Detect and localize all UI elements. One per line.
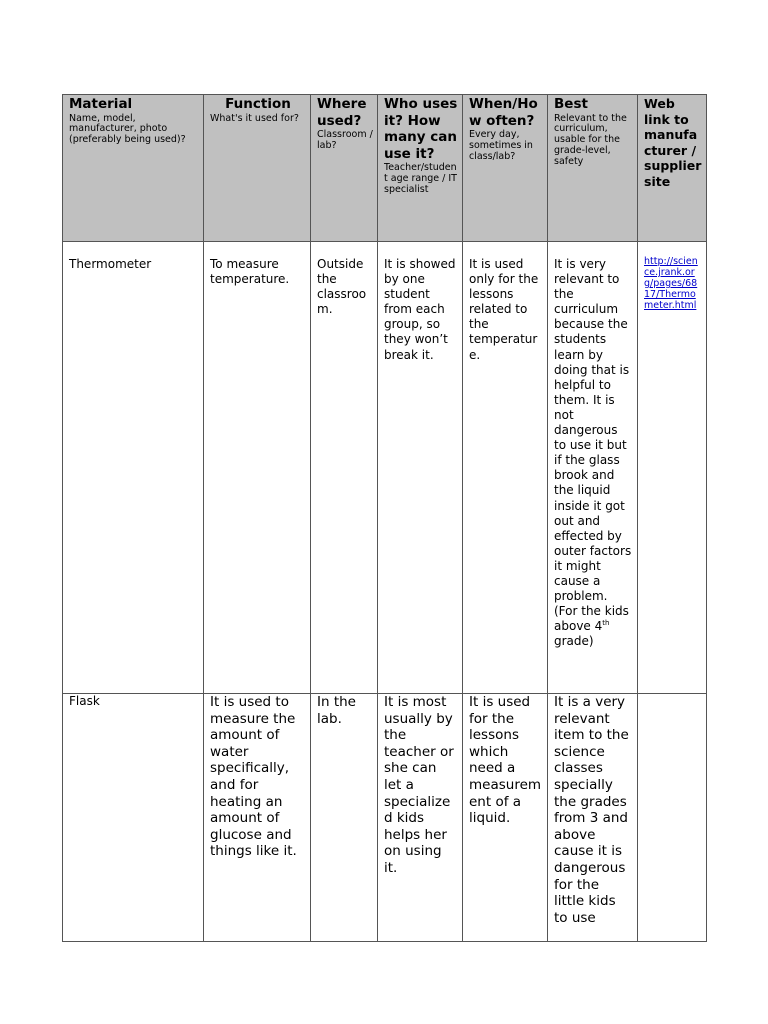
- cell-where-used: In the lab.: [311, 694, 378, 942]
- table-row: [63, 694, 707, 942]
- header-who-uses: Who uses it? How many can use it? Teacher/student age range / IT specialist: [378, 95, 463, 242]
- best-text-tail: grade): [554, 634, 594, 649]
- header-best: Best Relevant to the curriculum, usable for the grade-level, safety: [548, 95, 638, 242]
- cell-who-uses: It is showed by one student from each group, so they won’t break it.: [378, 242, 463, 694]
- cell-material: Flask: [63, 694, 204, 942]
- cell-best: It is a very relevant item to the science classes specially the grades from 3 and above cause it is dangerous for the little kids to use: [548, 694, 638, 942]
- header-function: Function What's it used for?: [204, 95, 311, 242]
- cell-web-link: [638, 242, 707, 694]
- header-when-how-often: When/How often? Every day, sometimes in class/lab?: [463, 95, 548, 242]
- cell-material: Thermometer: [63, 242, 204, 694]
- best-text: It is very relevant to the curriculum because the students learn by doing that is helpful to them. It is not dangerous to use it but if the glass brook and the liquid inside it got out and effected by outer factors it might cause a problem. (For the kids above 4: [554, 257, 632, 634]
- header-material: Material Name, model, manufacturer, photo (preferably being used)?: [63, 95, 204, 242]
- materials-table: [62, 94, 707, 942]
- cell-web-link: [638, 694, 707, 942]
- cell-when-how-often: It is used for the lessons which need a measurement of a liquid.: [463, 694, 548, 942]
- cell-best: [548, 242, 638, 694]
- cell-where-used: Outside the classroom.: [311, 242, 378, 694]
- ordinal-suffix: th: [602, 619, 610, 628]
- header-web-link: Web link to manufacturer / supplier site: [638, 95, 707, 242]
- table-header-row: [63, 95, 707, 242]
- header-where-used: Where used? Classroom / lab?: [311, 95, 378, 242]
- cell-when-how-often: It is used only for the lessons related to the temperature.: [463, 242, 548, 694]
- cell-function: To measure temperature.: [204, 242, 311, 694]
- manufacturer-link[interactable]: http://science.jrank.org/pages/6817/Thermometer.html: [644, 256, 698, 311]
- table-row: [63, 242, 707, 694]
- cell-function: It is used to measure the amount of water specifically, and for heating an amount of glucose and things like it.: [204, 694, 311, 942]
- cell-who-uses: It is most usually by the teacher or she can let a specialized kids helps her on using it.: [378, 694, 463, 942]
